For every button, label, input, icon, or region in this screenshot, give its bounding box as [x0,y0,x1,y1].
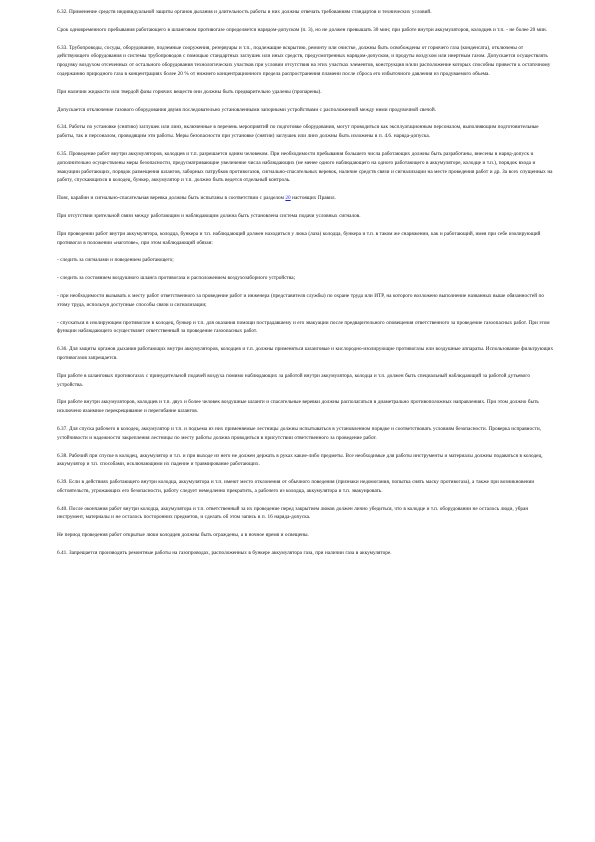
paragraph-6-41: 6.41. Запрещается производить ремонтные работы на газопроводах, расположенных в бункере аккумулятора газа, при наличии газа в аккумуляторе. [57,550,392,557]
paragraph-6-37: 6.37. Для спуска рабочего в колодец, аккумулятор и т.п. и подъема из них применяемые лестницы должны испытываться в установленном порядке и соответствовать условиям безопасности. Проверка исправности, устойчивости и надежности закрепления лестницы по месту работы должна проводиться в присутствии ответственного за проведение работ. [57,425,541,441]
paragraph-6-32: 6.32. Применение средств индивидуальной защиты органов дыхания и длительность работы в них должны отвечать требованиям стандартов и технических условий. [57,9,432,15]
list-item-call-supervisor: - при необходимости вызывать к месту работ ответственного за проведение работ и инженера (представителя службы) по охране труда или ИТР, на которого возложено выполнение названных выше обязанностей по этому труда, используя доступные способы связи и сигнализации; [57,292,544,308]
paragraph-blower-observer: При работе в шланговых противогазах с принудительной подачей воздуха помимо наблюдающих за работой внутри аккумулятора, колодца и т.п. должен быть специальный наблюдающий за работой дутьевого устройства. [57,372,530,388]
paragraph-signals: При отсутствии зрительной связи между работающим и наблюдающим должна быть установлена система подачи условных сигналов. [57,212,361,219]
paragraph-liquid-removal: При наличии жидкости или твердой фазы горючих веществ они должны быть предварительно удалены (пропарены). [57,88,322,95]
paragraph-observer: При проведении работ внутри аккумулятора, колодца, бункера и т.п. наблюдающий должен находиться у люка (лаза) колодца, бункера и т.п. в таком же снаряжении, как и работающий, имея при себе изолирующий противогаз в положении «наготове», при этом наблюдающий обязан: [57,230,541,246]
paragraph-6-40: 6.40. После окончания работ внутри колодца, аккумулятора и т.п. ответственный за их проведение перед закрытием люков должен лично убедиться, что в колодце и т.п. оборудовании не осталось люди, убран инструмент, материалы и не осталось посторонних предметов, и сделать об этом запись в п. 16 наряда-допуска. [57,505,529,521]
list-item-watch-hose: - следить за состоянием воздушного шланга противогаза и расположением воздухозаборного устройства; [57,275,296,282]
paragraph-6-34: 6.34. Работы по установке (снятию) заглушек или линз, включенные в перечень мероприятий по подготовке оборудования, могут проводиться как эксплуатационным персоналом, выполняющим подготовительные работы, так и персоналом, проводящим эти работы. Меры безопасности при установке (снятии) заглушек или линз должны быть изложены в п. 4.6. наряда-допуска. [57,124,539,140]
list-item-descend-help: - спускаться в изолирующем противогазе в колодец, бункер и т.п. для оказания помощи пострадавшему и его эвакуации после предварительного оповещения ответственного за проведение газоопасных работ. При этом функции наблюдающего осуществляет ответственный за проведение газоопасных работ. [57,319,550,335]
paragraph-tail: настоящих Правил. [290,195,336,202]
paragraph-6-33: 6.33. Трубопроводы, сосуды, оборудование, подземные сооружения, резервуары и т.п., подлежащие вскрытию, ремонту или очистке, должны быть освобождены от горючего газа (конденсата), отключены от действующего оборудования и системы трубопроводов с помощью стандартных заглушек или иных средств, предусмотренных нарядом-допуском, и продуты воздухом или инертным газом. Допускается осуществлять продувку воздухом отсеченных от остального оборудования технологических участков при условии отсутствия на этих участках элементов, конструкция и/или расположение которых способны привести к остаточному содержанию природного газа в концентрациях более 20 % от нижнего концентрационного предела распространения пламени после сброса его избыточного давления из продуваемого объема. [57,44,551,77]
paragraph-shutoff: Допускается отключение газового оборудования двумя последовательно установленными запорными устройствами с расположенной между ними продувочной свечой. [57,106,436,113]
list-item-watch-signals: - следить за сигналами и поведением работающего; [57,257,174,264]
paragraph-text: Пояс, карабин и сигнально-спасательная веревка должны быть испытаны в соответствии с разделом [57,195,286,202]
paragraph-hoses-layout: При работе внутри аккумуляторов, колодцев и т.п. двух и более человек воздушные шланги и спасательные веревки должны располагаться в диаметрально противоположных направлениях. При этом должно быть исключено взаимное перекрещивание и перегибание шлангов. [57,399,539,415]
paragraph-duration: Срок одновременного пребывания работающего в шланговом противогазе определяется нарядом-допуском (п. 3), но не должен превышать 30 мин; при работе внутри аккумуляторов, колодцев и т.п. - не более 20 мин. [57,26,548,33]
paragraph-6-35: 6.35. Проведение работ внутри аккумуляторов, колодцев и т.п. разрешается одним человеком. При необходимости пребывания большего числа работающих должны быть разработаны, внесены в наряд-допуск и дополнительно осуществлены меры безопасности, предусматривающие увеличение числа наблюдающих (не менее одного наблюдающего на одного работающего в аккумуляторе, колодце и т.п.), порядок входа и эвакуации работающих, порядок размещения шлангов, заборных патрубков противогазов, сигнально-спасательных веревок, наличие средств связи и сигнализации на месте проведения работ и др. За всех спущенных на работу, спускающихся в колодец, бункер, аккумулятор и т.п. должно быть ведется отдельный контроль. [57,150,553,184]
paragraph-hatch-fencing: Не период проведения работ открытые люки колодцев должны быть ограждены, а в ночное время и освещены. [57,532,309,539]
section-link[interactable]: 20 [285,195,291,202]
paragraph-6-38: 6.38. Рабочий при спуске в колодец, аккумулятор и т.п. и при выходе из него не должен держать в руках какие-либо предметы. Все необходимые для работы инструменты и материалы должны подаваться в колодец, аккумулятор и т.п. способами, исключающими их падение и травмирование работающих. [57,452,543,468]
paragraph-6-39: 6.39. Если в действиях работающего внутри колодца, аккумулятора и т.п. имеют место отклонения от обычного поведения (признаки недомогания, попытка снять маску противогаза), а также при возникновении обстоятельств, угрожающих его безопасности, работу следует немедленно прекратить, а рабочего из колодца, аккумулятора и т.п. эвакуировать. [57,479,535,494]
paragraph-belt-test [57,194,554,203]
paragraph-6-36: 6.36. Для защиты органов дыхания работающих внутри аккумуляторов, колодцев и т.п. должны применяться шланговые и кислородно-изолирующие противогазы или воздушные аппараты. Использование фильтрующих противогазов запрещается. [57,346,554,361]
